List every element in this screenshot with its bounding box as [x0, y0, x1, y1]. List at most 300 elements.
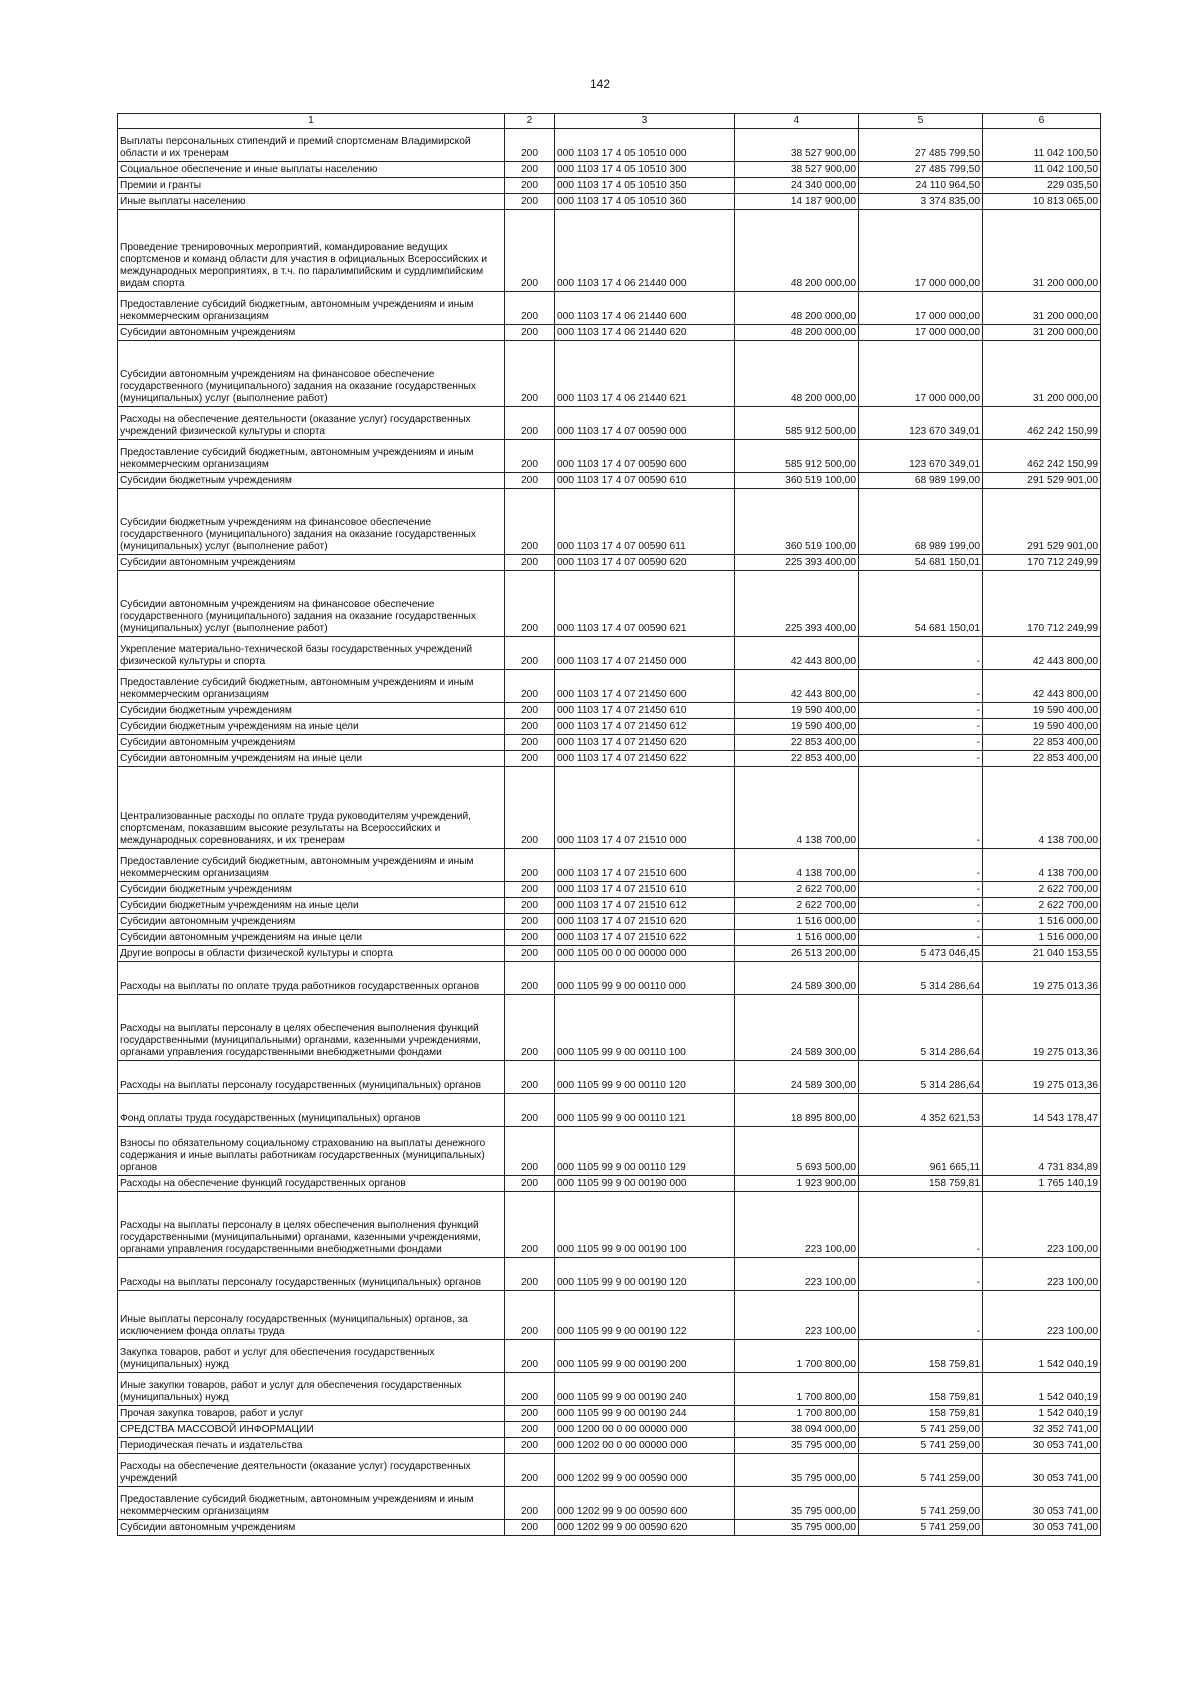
row-executed-cell: 961 665,11	[859, 1127, 983, 1176]
table-row	[118, 129, 1101, 162]
table-row	[118, 292, 1101, 325]
row-executed-cell: 17 000 000,00	[859, 210, 983, 292]
table-row	[118, 849, 1101, 882]
row-kbk-cell: 000 1105 00 0 00 00000 000	[555, 946, 735, 962]
row-code-cell: 200	[505, 719, 555, 735]
row-code-cell: 200	[505, 1406, 555, 1422]
row-kbk-cell: 000 1103 17 4 06 21440 620	[555, 325, 735, 341]
row-approved-cell: 4 138 700,00	[735, 849, 859, 882]
row-approved-cell: 24 589 300,00	[735, 1061, 859, 1094]
budget-execution-table	[117, 113, 1101, 1536]
row-remaining-cell: 14 543 178,47	[983, 1094, 1101, 1127]
row-executed-cell: 17 000 000,00	[859, 341, 983, 407]
table-row	[118, 735, 1101, 751]
row-executed-cell: 158 759,81	[859, 1340, 983, 1373]
row-executed-cell: -	[859, 767, 983, 849]
row-approved-cell: 223 100,00	[735, 1258, 859, 1291]
row-executed-cell: -	[859, 703, 983, 719]
row-name-cell: Взносы по обязательному социальному страхованию на выплаты денежного содержания и иные выплаты работникам государственных (муниципальных) органов	[118, 1127, 505, 1176]
table-row	[118, 1291, 1101, 1340]
row-remaining-cell: 31 200 000,00	[983, 292, 1101, 325]
row-remaining-cell: 22 853 400,00	[983, 735, 1101, 751]
row-approved-cell: 225 393 400,00	[735, 555, 859, 571]
row-remaining-cell: 30 053 741,00	[983, 1454, 1101, 1487]
row-executed-cell: 5 314 286,64	[859, 995, 983, 1061]
row-kbk-cell: 000 1103 17 4 07 21450 620	[555, 735, 735, 751]
row-approved-cell: 360 519 100,00	[735, 489, 859, 555]
table-row	[118, 489, 1101, 555]
row-code-cell: 200	[505, 325, 555, 341]
table-row	[118, 946, 1101, 962]
row-executed-cell: -	[859, 719, 983, 735]
row-code-cell: 200	[505, 1291, 555, 1340]
row-name-cell: Субсидии автономным учреждениям	[118, 735, 505, 751]
row-name-cell: Предоставление субсидий бюджетным, автономным учреждениям и иным некоммерческим организациям	[118, 1487, 505, 1520]
table-row	[118, 1258, 1101, 1291]
row-approved-cell: 24 589 300,00	[735, 962, 859, 995]
row-executed-cell: 5 741 259,00	[859, 1487, 983, 1520]
row-approved-cell: 38 094 000,00	[735, 1422, 859, 1438]
row-executed-cell: 68 989 199,00	[859, 473, 983, 489]
row-name-cell: Предоставление субсидий бюджетным, автономным учреждениям и иным некоммерческим организациям	[118, 849, 505, 882]
row-name-cell: Выплаты персональных стипендий и премий спортсменам Владимирской области и их тренерам	[118, 129, 505, 162]
row-kbk-cell: 000 1103 17 4 07 00590 000	[555, 407, 735, 440]
row-remaining-cell: 170 712 249,99	[983, 555, 1101, 571]
row-executed-cell: 5 741 259,00	[859, 1422, 983, 1438]
row-code-cell: 200	[505, 767, 555, 849]
row-remaining-cell: 31 200 000,00	[983, 210, 1101, 292]
row-kbk-cell: 000 1103 17 4 07 21450 000	[555, 637, 735, 670]
row-approved-cell: 1 516 000,00	[735, 914, 859, 930]
row-kbk-cell: 000 1202 00 0 00 00000 000	[555, 1438, 735, 1454]
row-executed-cell: -	[859, 751, 983, 767]
row-executed-cell: 17 000 000,00	[859, 292, 983, 325]
row-name-cell: Субсидии автономным учреждениям	[118, 555, 505, 571]
row-remaining-cell: 1 542 040,19	[983, 1373, 1101, 1406]
table-row	[118, 1176, 1101, 1192]
row-code-cell: 200	[505, 637, 555, 670]
table-row	[118, 473, 1101, 489]
table-row	[118, 1094, 1101, 1127]
row-name-cell: Другие вопросы в области физической культуры и спорта	[118, 946, 505, 962]
row-name-cell: СРЕДСТВА МАССОВОЙ ИНФОРМАЦИИ	[118, 1422, 505, 1438]
row-name-cell: Социальное обеспечение и иные выплаты населению	[118, 162, 505, 178]
row-code-cell: 200	[505, 292, 555, 325]
row-remaining-cell: 30 053 741,00	[983, 1520, 1101, 1536]
row-executed-cell: 68 989 199,00	[859, 489, 983, 555]
row-executed-cell: -	[859, 930, 983, 946]
row-remaining-cell: 11 042 100,50	[983, 162, 1101, 178]
row-remaining-cell: 22 853 400,00	[983, 751, 1101, 767]
row-kbk-cell: 000 1103 17 4 05 10510 000	[555, 129, 735, 162]
row-name-cell: Расходы на выплаты по оплате труда работников государственных органов	[118, 962, 505, 995]
row-remaining-cell: 4 138 700,00	[983, 849, 1101, 882]
table-row	[118, 898, 1101, 914]
row-approved-cell: 19 590 400,00	[735, 719, 859, 735]
row-code-cell: 200	[505, 1094, 555, 1127]
row-kbk-cell: 000 1103 17 4 05 10510 360	[555, 194, 735, 210]
row-approved-cell: 22 853 400,00	[735, 735, 859, 751]
row-code-cell: 200	[505, 1520, 555, 1536]
row-name-cell: Субсидии автономным учреждениям	[118, 1520, 505, 1536]
table-row	[118, 210, 1101, 292]
row-approved-cell: 24 589 300,00	[735, 995, 859, 1061]
row-executed-cell: 5 741 259,00	[859, 1438, 983, 1454]
page-number: 142	[589, 77, 611, 91]
row-name-cell: Фонд оплаты труда государственных (муниципальных) органов	[118, 1094, 505, 1127]
row-name-cell: Расходы на выплаты персоналу государственных (муниципальных) органов	[118, 1061, 505, 1094]
row-approved-cell: 35 795 000,00	[735, 1438, 859, 1454]
row-kbk-cell: 000 1103 17 4 07 21510 620	[555, 914, 735, 930]
row-remaining-cell: 462 242 150,99	[983, 440, 1101, 473]
table-row	[118, 1127, 1101, 1176]
row-approved-cell: 48 200 000,00	[735, 341, 859, 407]
row-approved-cell: 585 912 500,00	[735, 440, 859, 473]
table-row	[118, 1520, 1101, 1536]
row-code-cell: 200	[505, 703, 555, 719]
row-kbk-cell: 000 1200 00 0 00 00000 000	[555, 1422, 735, 1438]
column-header-3: 3	[555, 114, 735, 129]
row-executed-cell: -	[859, 735, 983, 751]
column-header-4: 4	[735, 114, 859, 129]
row-kbk-cell: 000 1103 17 4 05 10510 350	[555, 178, 735, 194]
row-executed-cell: -	[859, 637, 983, 670]
row-remaining-cell: 30 053 741,00	[983, 1438, 1101, 1454]
row-remaining-cell: 19 275 013,36	[983, 1061, 1101, 1094]
table-body	[118, 129, 1101, 1536]
row-approved-cell: 2 622 700,00	[735, 898, 859, 914]
row-approved-cell: 225 393 400,00	[735, 571, 859, 637]
row-name-cell: Субсидии автономным учреждениям на иные цели	[118, 751, 505, 767]
row-kbk-cell: 000 1103 17 4 07 21450 622	[555, 751, 735, 767]
table-header	[118, 114, 1101, 129]
table-row	[118, 162, 1101, 178]
row-name-cell: Субсидии бюджетным учреждениям на финансовое обеспечение государственного (муниципального) задания на оказание государственных (муниципальных) услуг (выполнение работ)	[118, 489, 505, 555]
row-kbk-cell: 000 1105 99 9 00 00190 000	[555, 1176, 735, 1192]
row-kbk-cell: 000 1105 99 9 00 00190 122	[555, 1291, 735, 1340]
row-approved-cell: 48 200 000,00	[735, 325, 859, 341]
row-code-cell: 200	[505, 129, 555, 162]
table-row	[118, 1487, 1101, 1520]
row-code-cell: 200	[505, 210, 555, 292]
row-name-cell: Предоставление субсидий бюджетным, автономным учреждениям и иным некоммерческим организациям	[118, 440, 505, 473]
table-row	[118, 1422, 1101, 1438]
row-approved-cell: 38 527 900,00	[735, 162, 859, 178]
row-remaining-cell: 11 042 100,50	[983, 129, 1101, 162]
row-name-cell: Периодическая печать и издательства	[118, 1438, 505, 1454]
row-kbk-cell: 000 1103 17 4 07 21510 612	[555, 898, 735, 914]
row-code-cell: 200	[505, 341, 555, 407]
table-row	[118, 407, 1101, 440]
row-approved-cell: 48 200 000,00	[735, 210, 859, 292]
row-code-cell: 200	[505, 670, 555, 703]
row-code-cell: 200	[505, 1127, 555, 1176]
row-executed-cell: 5 741 259,00	[859, 1520, 983, 1536]
row-kbk-cell: 000 1103 17 4 07 00590 600	[555, 440, 735, 473]
table-row	[118, 751, 1101, 767]
row-executed-cell: 54 681 150,01	[859, 571, 983, 637]
row-executed-cell: 17 000 000,00	[859, 325, 983, 341]
row-code-cell: 200	[505, 1454, 555, 1487]
column-header-1: 1	[118, 114, 505, 129]
row-executed-cell: 4 352 621,53	[859, 1094, 983, 1127]
row-name-cell: Расходы на обеспечение деятельности (оказание услуг) государственных учреждений физической культуры и спорта	[118, 407, 505, 440]
row-kbk-cell: 000 1105 99 9 00 00110 121	[555, 1094, 735, 1127]
row-name-cell: Субсидии автономным учреждениям на финансовое обеспечение государственного (муниципального) задания на оказание государственных (муниципальных) услуг (выполнение работ)	[118, 341, 505, 407]
row-kbk-cell: 000 1202 99 9 00 00590 000	[555, 1454, 735, 1487]
row-remaining-cell: 2 622 700,00	[983, 882, 1101, 898]
row-name-cell: Расходы на выплаты персоналу в целях обеспечения выполнения функций государственными (муниципальными) органами, казенными учреждениями, органами управления государственными внебюджетными фондами	[118, 1192, 505, 1258]
row-executed-cell: -	[859, 898, 983, 914]
row-code-cell: 200	[505, 571, 555, 637]
table-row	[118, 914, 1101, 930]
row-remaining-cell: 462 242 150,99	[983, 407, 1101, 440]
row-approved-cell: 38 527 900,00	[735, 129, 859, 162]
row-kbk-cell: 000 1103 17 4 07 00590 610	[555, 473, 735, 489]
row-code-cell: 200	[505, 914, 555, 930]
row-name-cell: Расходы на обеспечение деятельности (оказание услуг) государственных учреждений	[118, 1454, 505, 1487]
table-row	[118, 962, 1101, 995]
row-kbk-cell: 000 1105 99 9 00 00190 100	[555, 1192, 735, 1258]
row-code-cell: 200	[505, 194, 555, 210]
row-remaining-cell: 291 529 901,00	[983, 473, 1101, 489]
row-executed-cell: 54 681 150,01	[859, 555, 983, 571]
row-code-cell: 200	[505, 930, 555, 946]
row-approved-cell: 1 700 800,00	[735, 1340, 859, 1373]
row-remaining-cell: 291 529 901,00	[983, 489, 1101, 555]
row-executed-cell: -	[859, 1291, 983, 1340]
row-executed-cell: 123 670 349,01	[859, 407, 983, 440]
table-row	[118, 1192, 1101, 1258]
row-name-cell: Иные выплаты персоналу государственных (муниципальных) органов, за исключением фонда оплаты труда	[118, 1291, 505, 1340]
row-kbk-cell: 000 1103 17 4 06 21440 600	[555, 292, 735, 325]
row-executed-cell: 5 473 046,45	[859, 946, 983, 962]
row-approved-cell: 48 200 000,00	[735, 292, 859, 325]
row-name-cell: Проведение тренировочных мероприятий, командирование ведущих спортсменов и команд области для участия в официальных Всероссийских и международных мероприятиях, в т.ч. по паралимпийским и сурдлимпийским видам спорта	[118, 210, 505, 292]
row-name-cell: Расходы на обеспечение функций государственных органов	[118, 1176, 505, 1192]
row-kbk-cell: 000 1103 17 4 07 00590 621	[555, 571, 735, 637]
table-row	[118, 670, 1101, 703]
row-code-cell: 200	[505, 555, 555, 571]
row-remaining-cell: 19 590 400,00	[983, 719, 1101, 735]
row-remaining-cell: 223 100,00	[983, 1192, 1101, 1258]
row-name-cell: Субсидии бюджетным учреждениям на иные цели	[118, 719, 505, 735]
row-executed-cell: -	[859, 882, 983, 898]
row-approved-cell: 18 895 800,00	[735, 1094, 859, 1127]
row-executed-cell: 158 759,81	[859, 1406, 983, 1422]
row-code-cell: 200	[505, 162, 555, 178]
row-approved-cell: 42 443 800,00	[735, 670, 859, 703]
row-kbk-cell: 000 1103 17 4 07 00590 611	[555, 489, 735, 555]
table-row	[118, 703, 1101, 719]
row-remaining-cell: 223 100,00	[983, 1291, 1101, 1340]
row-kbk-cell: 000 1105 99 9 00 00190 200	[555, 1340, 735, 1373]
row-remaining-cell: 19 275 013,36	[983, 962, 1101, 995]
row-approved-cell: 35 795 000,00	[735, 1487, 859, 1520]
row-approved-cell: 585 912 500,00	[735, 407, 859, 440]
row-code-cell: 200	[505, 1422, 555, 1438]
row-name-cell: Укрепление материально-технической базы государственных учреждений физической культуры и спорта	[118, 637, 505, 670]
row-name-cell: Субсидии бюджетным учреждениям	[118, 882, 505, 898]
row-kbk-cell: 000 1103 17 4 07 21510 600	[555, 849, 735, 882]
row-kbk-cell: 000 1105 99 9 00 00190 240	[555, 1373, 735, 1406]
row-remaining-cell: 2 622 700,00	[983, 898, 1101, 914]
row-approved-cell: 1 700 800,00	[735, 1373, 859, 1406]
row-approved-cell: 22 853 400,00	[735, 751, 859, 767]
table-row	[118, 341, 1101, 407]
row-executed-cell: -	[859, 670, 983, 703]
row-kbk-cell: 000 1105 99 9 00 00110 129	[555, 1127, 735, 1176]
row-name-cell: Централизованные расходы по оплате труда руководителям учреждений, спортсменам, показавшим высокие результаты на Всероссийских и международных соревнованиях, и их тренерам	[118, 767, 505, 849]
row-approved-cell: 4 138 700,00	[735, 767, 859, 849]
row-kbk-cell: 000 1105 99 9 00 00110 000	[555, 962, 735, 995]
row-executed-cell: -	[859, 849, 983, 882]
row-name-cell: Прочая закупка товаров, работ и услуг	[118, 1406, 505, 1422]
header-row	[118, 114, 1101, 129]
table-row	[118, 1406, 1101, 1422]
row-kbk-cell: 000 1105 99 9 00 00190 120	[555, 1258, 735, 1291]
row-kbk-cell: 000 1103 17 4 07 21510 000	[555, 767, 735, 849]
row-kbk-cell: 000 1105 99 9 00 00190 244	[555, 1406, 735, 1422]
row-kbk-cell: 000 1103 17 4 07 21510 622	[555, 930, 735, 946]
row-code-cell: 200	[505, 1438, 555, 1454]
row-code-cell: 200	[505, 962, 555, 995]
row-code-cell: 200	[505, 1192, 555, 1258]
row-executed-cell: 158 759,81	[859, 1176, 983, 1192]
row-code-cell: 200	[505, 1487, 555, 1520]
table-row	[118, 194, 1101, 210]
row-approved-cell: 223 100,00	[735, 1192, 859, 1258]
table-row	[118, 930, 1101, 946]
row-code-cell: 200	[505, 440, 555, 473]
table-row	[118, 178, 1101, 194]
table-row	[118, 1373, 1101, 1406]
row-remaining-cell: 1 516 000,00	[983, 930, 1101, 946]
row-code-cell: 200	[505, 898, 555, 914]
row-name-cell: Субсидии бюджетным учреждениям	[118, 473, 505, 489]
row-name-cell: Иные выплаты населению	[118, 194, 505, 210]
row-name-cell: Субсидии автономным учреждениям	[118, 325, 505, 341]
row-name-cell: Расходы на выплаты персоналу государственных (муниципальных) органов	[118, 1258, 505, 1291]
table-row	[118, 882, 1101, 898]
table-row	[118, 1061, 1101, 1094]
table-row	[118, 555, 1101, 571]
row-kbk-cell: 000 1103 17 4 06 21440 621	[555, 341, 735, 407]
row-kbk-cell: 000 1103 17 4 07 21450 600	[555, 670, 735, 703]
row-kbk-cell: 000 1103 17 4 05 10510 300	[555, 162, 735, 178]
row-approved-cell: 1 923 900,00	[735, 1176, 859, 1192]
row-code-cell: 200	[505, 407, 555, 440]
column-header-2: 2	[505, 114, 555, 129]
row-approved-cell: 19 590 400,00	[735, 703, 859, 719]
row-name-cell: Иные закупки товаров, работ и услуг для обеспечения государственных (муниципальных) нужд	[118, 1373, 505, 1406]
row-executed-cell: 158 759,81	[859, 1373, 983, 1406]
table-row	[118, 1340, 1101, 1373]
row-code-cell: 200	[505, 1340, 555, 1373]
row-code-cell: 200	[505, 1258, 555, 1291]
row-code-cell: 200	[505, 995, 555, 1061]
row-remaining-cell: 32 352 741,00	[983, 1422, 1101, 1438]
row-approved-cell: 223 100,00	[735, 1291, 859, 1340]
row-approved-cell: 1 700 800,00	[735, 1406, 859, 1422]
row-executed-cell: 24 110 964,50	[859, 178, 983, 194]
row-name-cell: Предоставление субсидий бюджетным, автономным учреждениям и иным некоммерческим организациям	[118, 292, 505, 325]
row-kbk-cell: 000 1202 99 9 00 00590 600	[555, 1487, 735, 1520]
row-remaining-cell: 1 542 040,19	[983, 1340, 1101, 1373]
row-code-cell: 200	[505, 1176, 555, 1192]
row-approved-cell: 5 693 500,00	[735, 1127, 859, 1176]
row-executed-cell: 5 314 286,64	[859, 1061, 983, 1094]
table-row	[118, 719, 1101, 735]
row-approved-cell: 2 622 700,00	[735, 882, 859, 898]
row-code-cell: 200	[505, 473, 555, 489]
row-code-cell: 200	[505, 1061, 555, 1094]
row-name-cell: Предоставление субсидий бюджетным, автономным учреждениям и иным некоммерческим организациям	[118, 670, 505, 703]
row-approved-cell: 1 516 000,00	[735, 930, 859, 946]
row-kbk-cell: 000 1105 99 9 00 00110 100	[555, 995, 735, 1061]
table-row	[118, 1438, 1101, 1454]
row-remaining-cell: 170 712 249,99	[983, 571, 1101, 637]
row-executed-cell: 5 314 286,64	[859, 962, 983, 995]
row-executed-cell: 27 485 799,50	[859, 162, 983, 178]
row-remaining-cell: 42 443 800,00	[983, 670, 1101, 703]
row-approved-cell: 360 519 100,00	[735, 473, 859, 489]
row-executed-cell: 3 374 835,00	[859, 194, 983, 210]
row-remaining-cell: 19 590 400,00	[983, 703, 1101, 719]
row-executed-cell: -	[859, 1192, 983, 1258]
row-name-cell: Закупка товаров, работ и услуг для обеспечения государственных (муниципальных) нужд	[118, 1340, 505, 1373]
row-kbk-cell: 000 1103 17 4 07 21510 610	[555, 882, 735, 898]
row-remaining-cell: 10 813 065,00	[983, 194, 1101, 210]
table-row	[118, 995, 1101, 1061]
row-kbk-cell: 000 1105 99 9 00 00110 120	[555, 1061, 735, 1094]
row-kbk-cell: 000 1202 99 9 00 00590 620	[555, 1520, 735, 1536]
row-remaining-cell: 4 138 700,00	[983, 767, 1101, 849]
row-name-cell: Расходы на выплаты персоналу в целях обеспечения выполнения функций государственными (муниципальными) органами, казенными учреждениями, органами управления государственными внебюджетными фондами	[118, 995, 505, 1061]
row-code-cell: 200	[505, 882, 555, 898]
row-remaining-cell: 1 542 040,19	[983, 1406, 1101, 1422]
row-remaining-cell: 42 443 800,00	[983, 637, 1101, 670]
column-header-5: 5	[859, 114, 983, 129]
row-code-cell: 200	[505, 849, 555, 882]
row-remaining-cell: 229 035,50	[983, 178, 1101, 194]
row-name-cell: Субсидии автономным учреждениям на финансовое обеспечение государственного (муниципального) задания на оказание государственных (муниципальных) услуг (выполнение работ)	[118, 571, 505, 637]
row-name-cell: Субсидии автономным учреждениям на иные цели	[118, 930, 505, 946]
row-remaining-cell: 30 053 741,00	[983, 1487, 1101, 1520]
row-executed-cell: 123 670 349,01	[859, 440, 983, 473]
row-code-cell: 200	[505, 489, 555, 555]
row-kbk-cell: 000 1103 17 4 07 21450 610	[555, 703, 735, 719]
row-code-cell: 200	[505, 735, 555, 751]
row-remaining-cell: 223 100,00	[983, 1258, 1101, 1291]
table-row	[118, 767, 1101, 849]
row-kbk-cell: 000 1103 17 4 06 21440 000	[555, 210, 735, 292]
column-header-6: 6	[983, 114, 1101, 129]
row-code-cell: 200	[505, 751, 555, 767]
row-name-cell: Субсидии бюджетным учреждениям на иные цели	[118, 898, 505, 914]
table-row	[118, 1454, 1101, 1487]
row-remaining-cell: 19 275 013,36	[983, 995, 1101, 1061]
row-approved-cell: 14 187 900,00	[735, 194, 859, 210]
row-code-cell: 200	[505, 1373, 555, 1406]
row-remaining-cell: 31 200 000,00	[983, 325, 1101, 341]
row-name-cell: Премии и гранты	[118, 178, 505, 194]
row-approved-cell: 24 340 000,00	[735, 178, 859, 194]
row-remaining-cell: 21 040 153,55	[983, 946, 1101, 962]
row-code-cell: 200	[505, 946, 555, 962]
row-name-cell: Субсидии автономным учреждениям	[118, 914, 505, 930]
row-approved-cell: 26 513 200,00	[735, 946, 859, 962]
